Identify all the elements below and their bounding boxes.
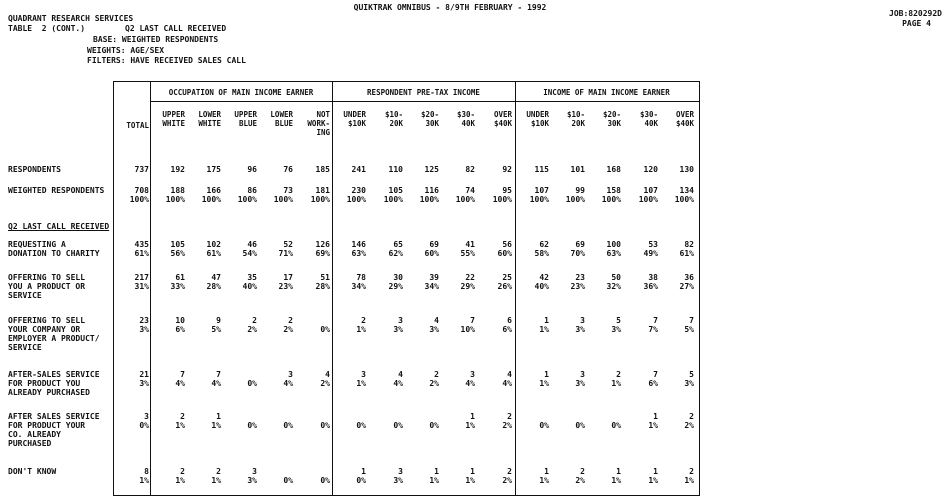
row-label: REQUESTING A DONATION TO CHARITY (8, 240, 100, 258)
table-cell: 3 (144, 412, 149, 421)
table-cell: 100% (419, 195, 439, 204)
table-cell: 168 (606, 165, 621, 174)
table-cell: 1% (211, 476, 221, 485)
table-cell: 60% (424, 249, 439, 258)
table-cell: 100% (201, 195, 221, 204)
table-cell: 241 (351, 165, 366, 174)
table-cell: 181 (315, 186, 330, 195)
table-cell: 40% (534, 282, 549, 291)
table-cell: 146 (351, 240, 366, 249)
table-cell: 1% (539, 325, 549, 334)
table-cell: 0% (283, 421, 293, 430)
table-cell: 7% (648, 325, 658, 334)
table-cell: 1 (470, 412, 475, 421)
table-cell: 42 (539, 273, 549, 282)
table-cell: 0% (393, 421, 403, 430)
table-cell: 2 (580, 467, 585, 476)
table-cell: 107 (643, 186, 658, 195)
column-header: UNDER $10K (526, 110, 549, 128)
group-header-occupation: OCCUPATION OF MAIN INCOME EARNER (168, 88, 314, 97)
table-cell: 61% (206, 249, 221, 258)
table-cell: 86 (247, 186, 257, 195)
base-line: BASE: WEIGHTED RESPONDENTS (93, 35, 219, 44)
table-cell: 1 (653, 412, 658, 421)
table-cell: 23 (139, 316, 149, 325)
table-cell: 61% (134, 249, 149, 258)
table-cell: 1 (216, 412, 221, 421)
column-header: $30- 40K (639, 110, 658, 128)
table-cell: 2 (216, 467, 221, 476)
table-cell: 62 (539, 240, 549, 249)
table-cell: 51 (320, 273, 330, 282)
table-cell: 1% (611, 476, 621, 485)
table-cell: 175 (206, 165, 221, 174)
table-cell: 1% (684, 476, 694, 485)
table-cell: 54% (242, 249, 257, 258)
table-cell: 76 (283, 165, 293, 174)
table-cell: 1 (544, 467, 549, 476)
table-cell: 23% (278, 282, 293, 291)
table-cell: 1% (429, 476, 439, 485)
table-cell: 29% (460, 282, 475, 291)
table-cell: 7 (216, 370, 221, 379)
table-cell: 5 (616, 316, 621, 325)
table-cell: 100% (273, 195, 293, 204)
table-cell: 9 (216, 316, 221, 325)
column-header: UPPER BLUE (234, 110, 257, 128)
table-cell: 2% (502, 476, 512, 485)
table-cell: 4 (507, 370, 512, 379)
table-cell: 100% (165, 195, 185, 204)
table-cell: 39 (429, 273, 439, 282)
table-cell: 7 (689, 316, 694, 325)
table-cell: 100 (606, 240, 621, 249)
column-header: $10- 20K (384, 110, 403, 128)
column-header: $10- 20K (566, 110, 585, 128)
table-cell: 1% (465, 421, 475, 430)
table-cell: 1% (648, 476, 658, 485)
table-cell: 40% (242, 282, 257, 291)
row-label: OFFERING TO SELL YOU A PRODUCT OR SERVICE (8, 273, 86, 300)
table-cell: 100% (674, 195, 694, 204)
table-cell: 100% (529, 195, 549, 204)
column-header: $20- 30K (420, 110, 439, 128)
column-header: $20- 30K (602, 110, 621, 128)
table-cell: 3 (252, 467, 257, 476)
table-cell: 58% (534, 249, 549, 258)
group-header-earner-income: INCOME OF MAIN INCOME EARNER (543, 88, 670, 97)
table-cell: 7 (470, 316, 475, 325)
table-cell: 49% (643, 249, 658, 258)
table-cell: 110 (388, 165, 403, 174)
table-cell: 0% (247, 421, 257, 430)
table-cell: 36 (684, 273, 694, 282)
table-cell: 3 (580, 316, 585, 325)
table-cell: 6% (175, 325, 185, 334)
table-cell: 47 (211, 273, 221, 282)
company-name: QUADRANT RESEARCH SERVICES (8, 14, 134, 23)
table-cell: 21 (139, 370, 149, 379)
table-cell: 22 (465, 273, 475, 282)
table-cell: 1% (539, 379, 549, 388)
table-cell: 0% (356, 421, 366, 430)
table-cell: 55% (460, 249, 475, 258)
table-cell: 100% (346, 195, 366, 204)
table-cell: 31% (134, 282, 149, 291)
table-cell: 1% (648, 421, 658, 430)
table-cell: 130 (679, 165, 694, 174)
table-cell: 10% (460, 325, 475, 334)
table-cell: 56% (170, 249, 185, 258)
table-cell: 27% (679, 282, 694, 291)
table-cell: 2% (247, 325, 257, 334)
table-cell: 100% (565, 195, 585, 204)
table-cell: 115 (534, 165, 549, 174)
row-label: WEIGHTED RESPONDENTS (8, 186, 105, 195)
table-cell: 1% (611, 379, 621, 388)
table-cell: 63% (351, 249, 366, 258)
table-cell: 29% (388, 282, 403, 291)
table-cell: 2% (575, 476, 585, 485)
job-number: JOB:820292D (889, 9, 942, 18)
table-cell: 100% (601, 195, 621, 204)
table-cell: 69 (575, 240, 585, 249)
table-cell: 100% (129, 195, 149, 204)
table-cell: 0% (247, 379, 257, 388)
table-cell: 25 (502, 273, 512, 282)
table-cell: 53 (648, 240, 658, 249)
table-cell: 5% (211, 325, 221, 334)
table-cell: 192 (170, 165, 185, 174)
table-cell: 1% (356, 325, 366, 334)
filters-line: FILTERS: HAVE RECEIVED SALES CALL (87, 56, 246, 65)
report-title: QUIKTRAK OMNIBUS - 8/9TH FEBRUARY - 1992 (353, 3, 547, 12)
table-cell: 3 (470, 370, 475, 379)
table-cell: 73 (283, 186, 293, 195)
table-cell: 100% (492, 195, 512, 204)
table-cell: 2 (507, 467, 512, 476)
column-header: OVER $40K (675, 110, 694, 128)
table-cell: 185 (315, 165, 330, 174)
table-cell: 0% (283, 476, 293, 485)
row-label: AFTER-SALES SERVICE FOR PRODUCT YOU ALREADY PURCHASED (8, 370, 100, 397)
column-header: UNDER $10K (343, 110, 366, 128)
table-cell: 3% (575, 379, 585, 388)
table-cell: 2 (252, 316, 257, 325)
table-cell: 3% (611, 325, 621, 334)
group-header-respondent-income: RESPONDENT PRE-TAX INCOME (367, 88, 480, 97)
table-cell: 188 (170, 186, 185, 195)
table-cell: 1 (434, 467, 439, 476)
table-cell: 435 (134, 240, 149, 249)
section-label: Q2 LAST CALL RECEIVED (8, 222, 110, 231)
table-cell: 30 (393, 273, 403, 282)
table-cell: 708 (134, 186, 149, 195)
table-cell: 737 (134, 165, 149, 174)
table-cell: 4% (393, 379, 403, 388)
table-cell: 7 (653, 316, 658, 325)
table-cell: 61 (175, 273, 185, 282)
table-cell: 3 (580, 370, 585, 379)
table-cell: 28% (315, 282, 330, 291)
table-cell: 1% (539, 476, 549, 485)
table-question: Q2 LAST CALL RECEIVED (125, 24, 227, 33)
column-header: LOWER WHITE (198, 110, 221, 128)
table-cell: 10 (175, 316, 185, 325)
table-cell: 26% (497, 282, 512, 291)
table-cell: 1% (175, 476, 185, 485)
table-cell: 3% (575, 325, 585, 334)
table-cell: 65 (393, 240, 403, 249)
column-header: UPPER WHITE (162, 110, 185, 128)
table-cell: 70% (570, 249, 585, 258)
table-cell: 17 (283, 273, 293, 282)
table-cell: 100% (310, 195, 330, 204)
table-cell: 105 (170, 240, 185, 249)
table-cell: 3 (361, 370, 366, 379)
table-cell: 63% (606, 249, 621, 258)
table-cell: 32% (606, 282, 621, 291)
table-cell: 2% (320, 379, 330, 388)
table-cell: 7 (653, 370, 658, 379)
table-cell: 1% (175, 421, 185, 430)
table-cell: 95 (502, 186, 512, 195)
table-cell: 2 (180, 467, 185, 476)
table-cell: 1% (465, 476, 475, 485)
table-cell: 3% (139, 379, 149, 388)
table-cell: 56 (502, 240, 512, 249)
table-cell: 134 (679, 186, 694, 195)
table-cell: 82 (465, 165, 475, 174)
column-header: TOTAL (126, 121, 149, 130)
table-cell: 1 (470, 467, 475, 476)
column-header: OVER $40K (493, 110, 512, 128)
table-cell: 2 (288, 316, 293, 325)
table-cell: 50 (611, 273, 621, 282)
table-cell: 2 (434, 370, 439, 379)
table-cell: 7 (180, 370, 185, 379)
table-cell: 0% (320, 421, 330, 430)
table-cell: 102 (206, 240, 221, 249)
table-cell: 1 (616, 467, 621, 476)
table-cell: 0% (320, 325, 330, 334)
table-cell: 1% (139, 476, 149, 485)
table-cell: 107 (534, 186, 549, 195)
table-cell: 120 (643, 165, 658, 174)
table-cell: 2% (283, 325, 293, 334)
table-cell: 101 (570, 165, 585, 174)
table-cell: 92 (502, 165, 512, 174)
page-number: PAGE 4 (902, 19, 931, 28)
table-cell: 105 (388, 186, 403, 195)
table-cell: 0% (575, 421, 585, 430)
table-cell: 4 (325, 370, 330, 379)
table-cell: 61% (679, 249, 694, 258)
table-cell: 217 (134, 273, 149, 282)
table-cell: 4% (502, 379, 512, 388)
table-cell: 6% (648, 379, 658, 388)
table-cell: 33% (170, 282, 185, 291)
column-header: LOWER BLUE (270, 110, 293, 128)
table-cell: 0% (320, 476, 330, 485)
table-cell: 100% (638, 195, 658, 204)
table-cell: 4% (283, 379, 293, 388)
table-cell: 4 (434, 316, 439, 325)
table-cell: 46 (247, 240, 257, 249)
table-cell: 2% (429, 379, 439, 388)
table-cell: 34% (424, 282, 439, 291)
table-cell: 1% (356, 379, 366, 388)
table-cell: 4% (465, 379, 475, 388)
table-cell: 62% (388, 249, 403, 258)
table-cell: 1 (361, 467, 366, 476)
table-cell: 3% (393, 476, 403, 485)
table-cell: 1% (211, 421, 221, 430)
column-header: NOT WORK- ING (307, 110, 330, 137)
table-cell: 100% (383, 195, 403, 204)
weights-line: WEIGHTS: AGE/SEX (87, 46, 165, 55)
table-cell: 23 (575, 273, 585, 282)
row-label: RESPONDENTS (8, 165, 61, 174)
table-cell: 230 (351, 186, 366, 195)
table-cell: 6 (507, 316, 512, 325)
table-cell: 41 (465, 240, 475, 249)
table-cell: 2 (361, 316, 366, 325)
table-cell: 60% (497, 249, 512, 258)
table-cell: 34% (351, 282, 366, 291)
table-cell: 100% (455, 195, 475, 204)
table-cell: 4% (175, 379, 185, 388)
table-cell: 4% (211, 379, 221, 388)
table-cell: 2 (507, 412, 512, 421)
table-cell: 0% (611, 421, 621, 430)
table-cell: 28% (206, 282, 221, 291)
table-cell: 36% (643, 282, 658, 291)
table-cell: 3% (429, 325, 439, 334)
table-cell: 96 (247, 165, 257, 174)
table-cell: 2 (689, 467, 694, 476)
table-cell: 2 (180, 412, 185, 421)
table-cell: 69 (429, 240, 439, 249)
table-cell: 3% (684, 379, 694, 388)
table-cell: 8 (144, 467, 149, 476)
table-cell: 35 (247, 273, 257, 282)
table-cell: 74 (465, 186, 475, 195)
table-cell: 5 (689, 370, 694, 379)
table-cell: 3 (398, 316, 403, 325)
table-cell: 4 (398, 370, 403, 379)
table-cell: 0% (356, 476, 366, 485)
table-label: TABLE 2 (CONT.) (8, 24, 86, 33)
table-cell: 82 (684, 240, 694, 249)
table-cell: 3% (247, 476, 257, 485)
table-cell: 1 (544, 316, 549, 325)
table-cell: 52 (283, 240, 293, 249)
table-cell: 2 (689, 412, 694, 421)
table-cell: 125 (424, 165, 439, 174)
table-cell: 23% (570, 282, 585, 291)
table-cell: 158 (606, 186, 621, 195)
table-cell: 166 (206, 186, 221, 195)
table-cell: 1 (544, 370, 549, 379)
table-cell: 0% (429, 421, 439, 430)
table-cell: 6% (502, 325, 512, 334)
table-cell: 3 (398, 467, 403, 476)
table-cell: 99 (575, 186, 585, 195)
table-cell: 126 (315, 240, 330, 249)
table-cell: 2% (684, 421, 694, 430)
table-cell: 1 (653, 467, 658, 476)
table-cell: 3 (288, 370, 293, 379)
table-cell: 38 (648, 273, 658, 282)
column-header: $30- 40K (456, 110, 475, 128)
table-cell: 116 (424, 186, 439, 195)
table-cell: 0% (539, 421, 549, 430)
table-cell: 69% (315, 249, 330, 258)
row-label: AFTER SALES SERVICE FOR PRODUCT YOUR CO. ALREADY PURCHASED (8, 412, 100, 448)
table-cell: 78 (356, 273, 366, 282)
table-cell: 2 (616, 370, 621, 379)
table-cell: 3% (393, 325, 403, 334)
table-cell: 3% (139, 325, 149, 334)
table-cell: 2% (502, 421, 512, 430)
table-cell: 100% (237, 195, 257, 204)
row-label: OFFERING TO SELL YOUR COMPANY OR EMPLOYER A PRODUCT/ SERVICE (8, 316, 100, 352)
table-cell: 0% (139, 421, 149, 430)
group-underline (150, 101, 699, 102)
table-cell: 5% (684, 325, 694, 334)
table-cell: 71% (278, 249, 293, 258)
row-label: DON'T KNOW (8, 467, 57, 476)
